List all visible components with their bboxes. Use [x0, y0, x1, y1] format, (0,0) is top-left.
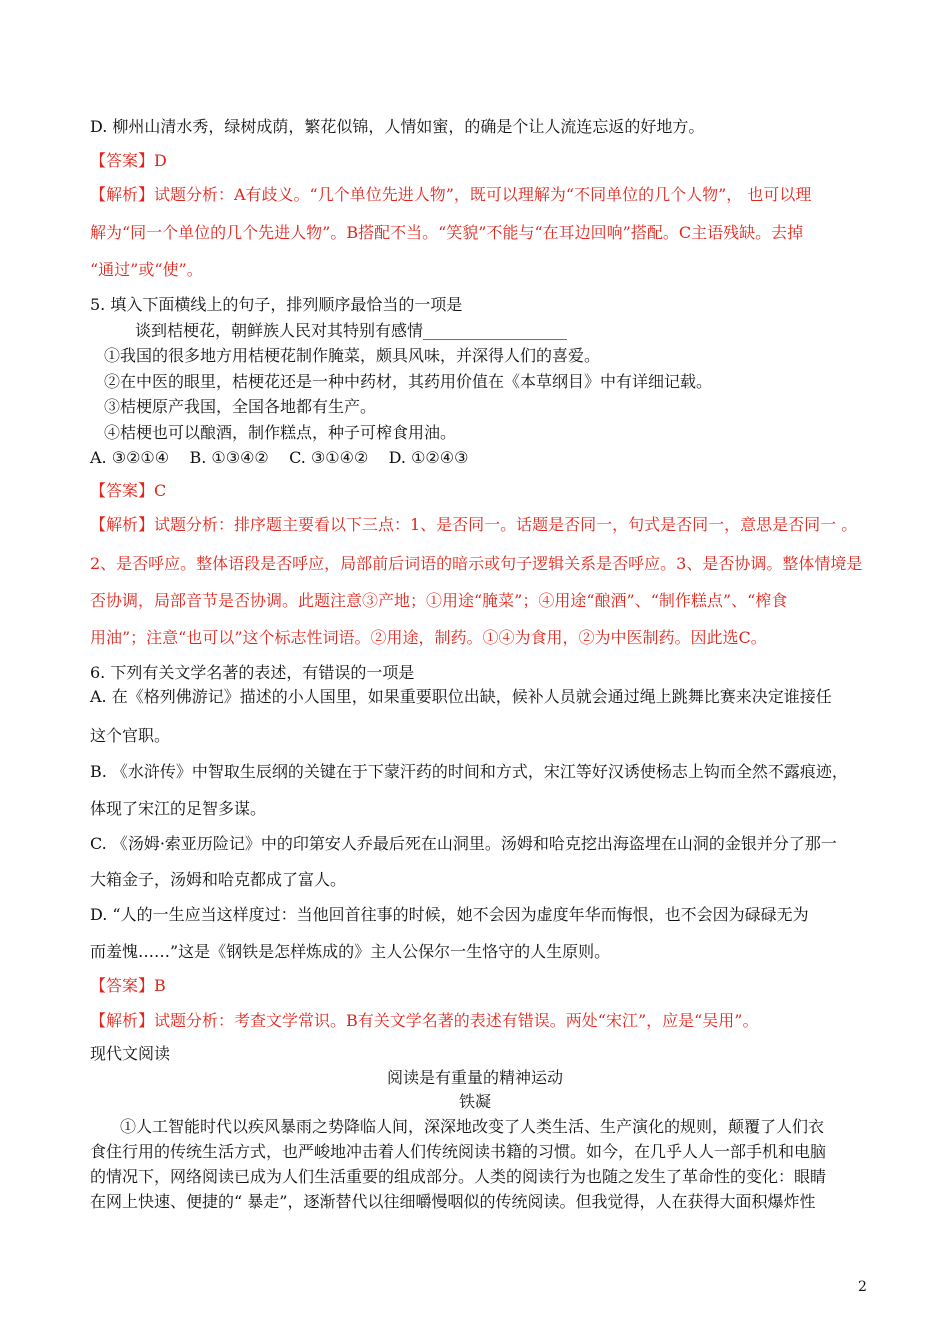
q6-option-d-line-2: 而羞愧……”这是《钢铁是怎样炼成的》主人公保尔一生恪守的人生原则。 — [90, 942, 611, 961]
q4-option-d: D. 柳州山清水秀，绿树成荫，繁花似锦，人情如蜜，的确是个让人流连忘返的好地方。 — [90, 117, 705, 136]
q5-sentence-2: ②在中医的眼里，桔梗花还是一种中药材，其药用价值在《本草纲目》中有详细记载。 — [104, 372, 713, 391]
reading-section-label: 现代文阅读 — [90, 1044, 171, 1063]
q5-prompt: 谈到桔梗花，朝鲜族人民对其特别有感情__________________ — [135, 321, 568, 340]
q5-stem: 5. 填入下面横线上的句子，排列顺序最恰当的一项是 — [90, 295, 463, 314]
q4-analysis-line-2: 解为“同一个单位的几个先进人物”。B搭配不当。“笑貌”不能与“在耳边回响”搭配。C主语残缺。去掉 — [90, 223, 804, 242]
q6-stem: 6. 下列有关文学名著的表述，有错误的一项是 — [90, 663, 415, 682]
q6-option-a-line-2: 这个官职。 — [90, 726, 171, 745]
q5-options: A. ③②①④ B. ①③④② C. ③①④② D. ①②④③ — [90, 448, 469, 467]
q6-option-c-line-2: 大箱金子，汤姆和哈克都成了富人。 — [90, 870, 347, 889]
q5-sentence-1: ①我国的很多地方用桔梗花制作腌菜，颇具风味，并深得人们的喜爱。 — [104, 346, 601, 365]
reading-paragraph-line-1: ①人工智能时代以疾风暴雨之势降临人间，深深地改变了人类生活、生产演化的规则，颠覆了人们衣 — [120, 1117, 825, 1136]
q4-answer: 【答案】D — [90, 151, 167, 170]
q5-analysis-line-1: 【解析】试题分析：排序题主要看以下三点：1、是否同一。话题是否同一，句式是否同一，意思是否同一 。 — [90, 515, 858, 534]
q5-analysis-line-3: 否协调，局部音节是否协调。此题注意③产地；①用途“腌菜”；④用途“酿酒”、“制作糕点”、“榨食 — [90, 591, 788, 610]
q5-analysis-line-2: 2、是否呼应。整体语段是否呼应，局部前后词语的暗示或句子逻辑关系是否呼应。3、是否协调。整体情境是 — [90, 554, 863, 573]
q5-sentence-3: ③桔梗原产我国，全国各地都有生产。 — [104, 397, 377, 416]
q6-option-d-line-1: D. “人的一生应当这样度过：当他回首往事的时候，她不会因为虚度年华而悔恨，也不会因为碌碌无为 — [90, 905, 809, 924]
reading-author: 铁凝 — [458, 1092, 491, 1111]
q5-answer: 【答案】C — [90, 481, 167, 500]
reading-title: 阅读是有重量的精神运动 — [386, 1068, 563, 1087]
q5-sentence-4: ④桔梗也可以酿酒，制作糕点，种子可榨食用油。 — [104, 423, 457, 442]
q6-option-c-line-1: C. 《汤姆·索亚历险记》中的印第安人乔最后死在山洞里。汤姆和哈克挖出海盗埋在山洞的金银并分了那一 — [90, 834, 837, 853]
q4-analysis-line-3: “通过”或“使”。 — [90, 260, 203, 279]
reading-paragraph-line-2: 食住行用的传统生活方式，也严峻地冲击着人们传统阅读书籍的习惯。如今，在几乎人人一部手机和电脑 — [90, 1142, 827, 1161]
q6-answer: 【答案】B — [90, 976, 166, 995]
q6-option-b-line-2: 体现了宋江的足智多谋。 — [90, 799, 267, 818]
q6-option-b-line-1: B. 《水浒传》中智取生辰纲的关键在于下蒙汗药的时间和方式，宋江等好汉诱使杨志上钩而全然不露痕迹， — [90, 762, 848, 781]
page-number: 2 — [858, 1279, 867, 1295]
q4-analysis-line-1: 【解析】试题分析：A有歧义。“几个单位先进人物”，既可以理解为“不同单位的几个人物”， 也可以理 — [90, 185, 812, 204]
q5-analysis-line-4: 用油”；注意“也可以”这个标志性词语。②用途，制药。①④为食用，②为中医制药。因此选C。 — [90, 628, 767, 647]
q6-analysis: 【解析】试题分析：考查文学常识。B有关文学名著的表述有错误。两处“宋江”，应是“吴用”。 — [90, 1011, 759, 1030]
reading-paragraph-line-4: 在网上快速、便捷的“ 暴走”，逐渐替代以往细嚼慢咽似的传统阅读。但我觉得，人在获得大面积爆炸性 — [90, 1192, 816, 1211]
reading-paragraph-line-3: 的情况下，网络阅读已成为人们生活重要的组成部分。人类的阅读行为也随之发生了革命性的变化：眼睛 — [90, 1167, 827, 1186]
q6-option-a-line-1: A. 在《格列佛游记》描述的小人国里，如果重要职位出缺，候补人员就会通过绳上跳舞比赛来决定谁接任 — [90, 687, 832, 706]
